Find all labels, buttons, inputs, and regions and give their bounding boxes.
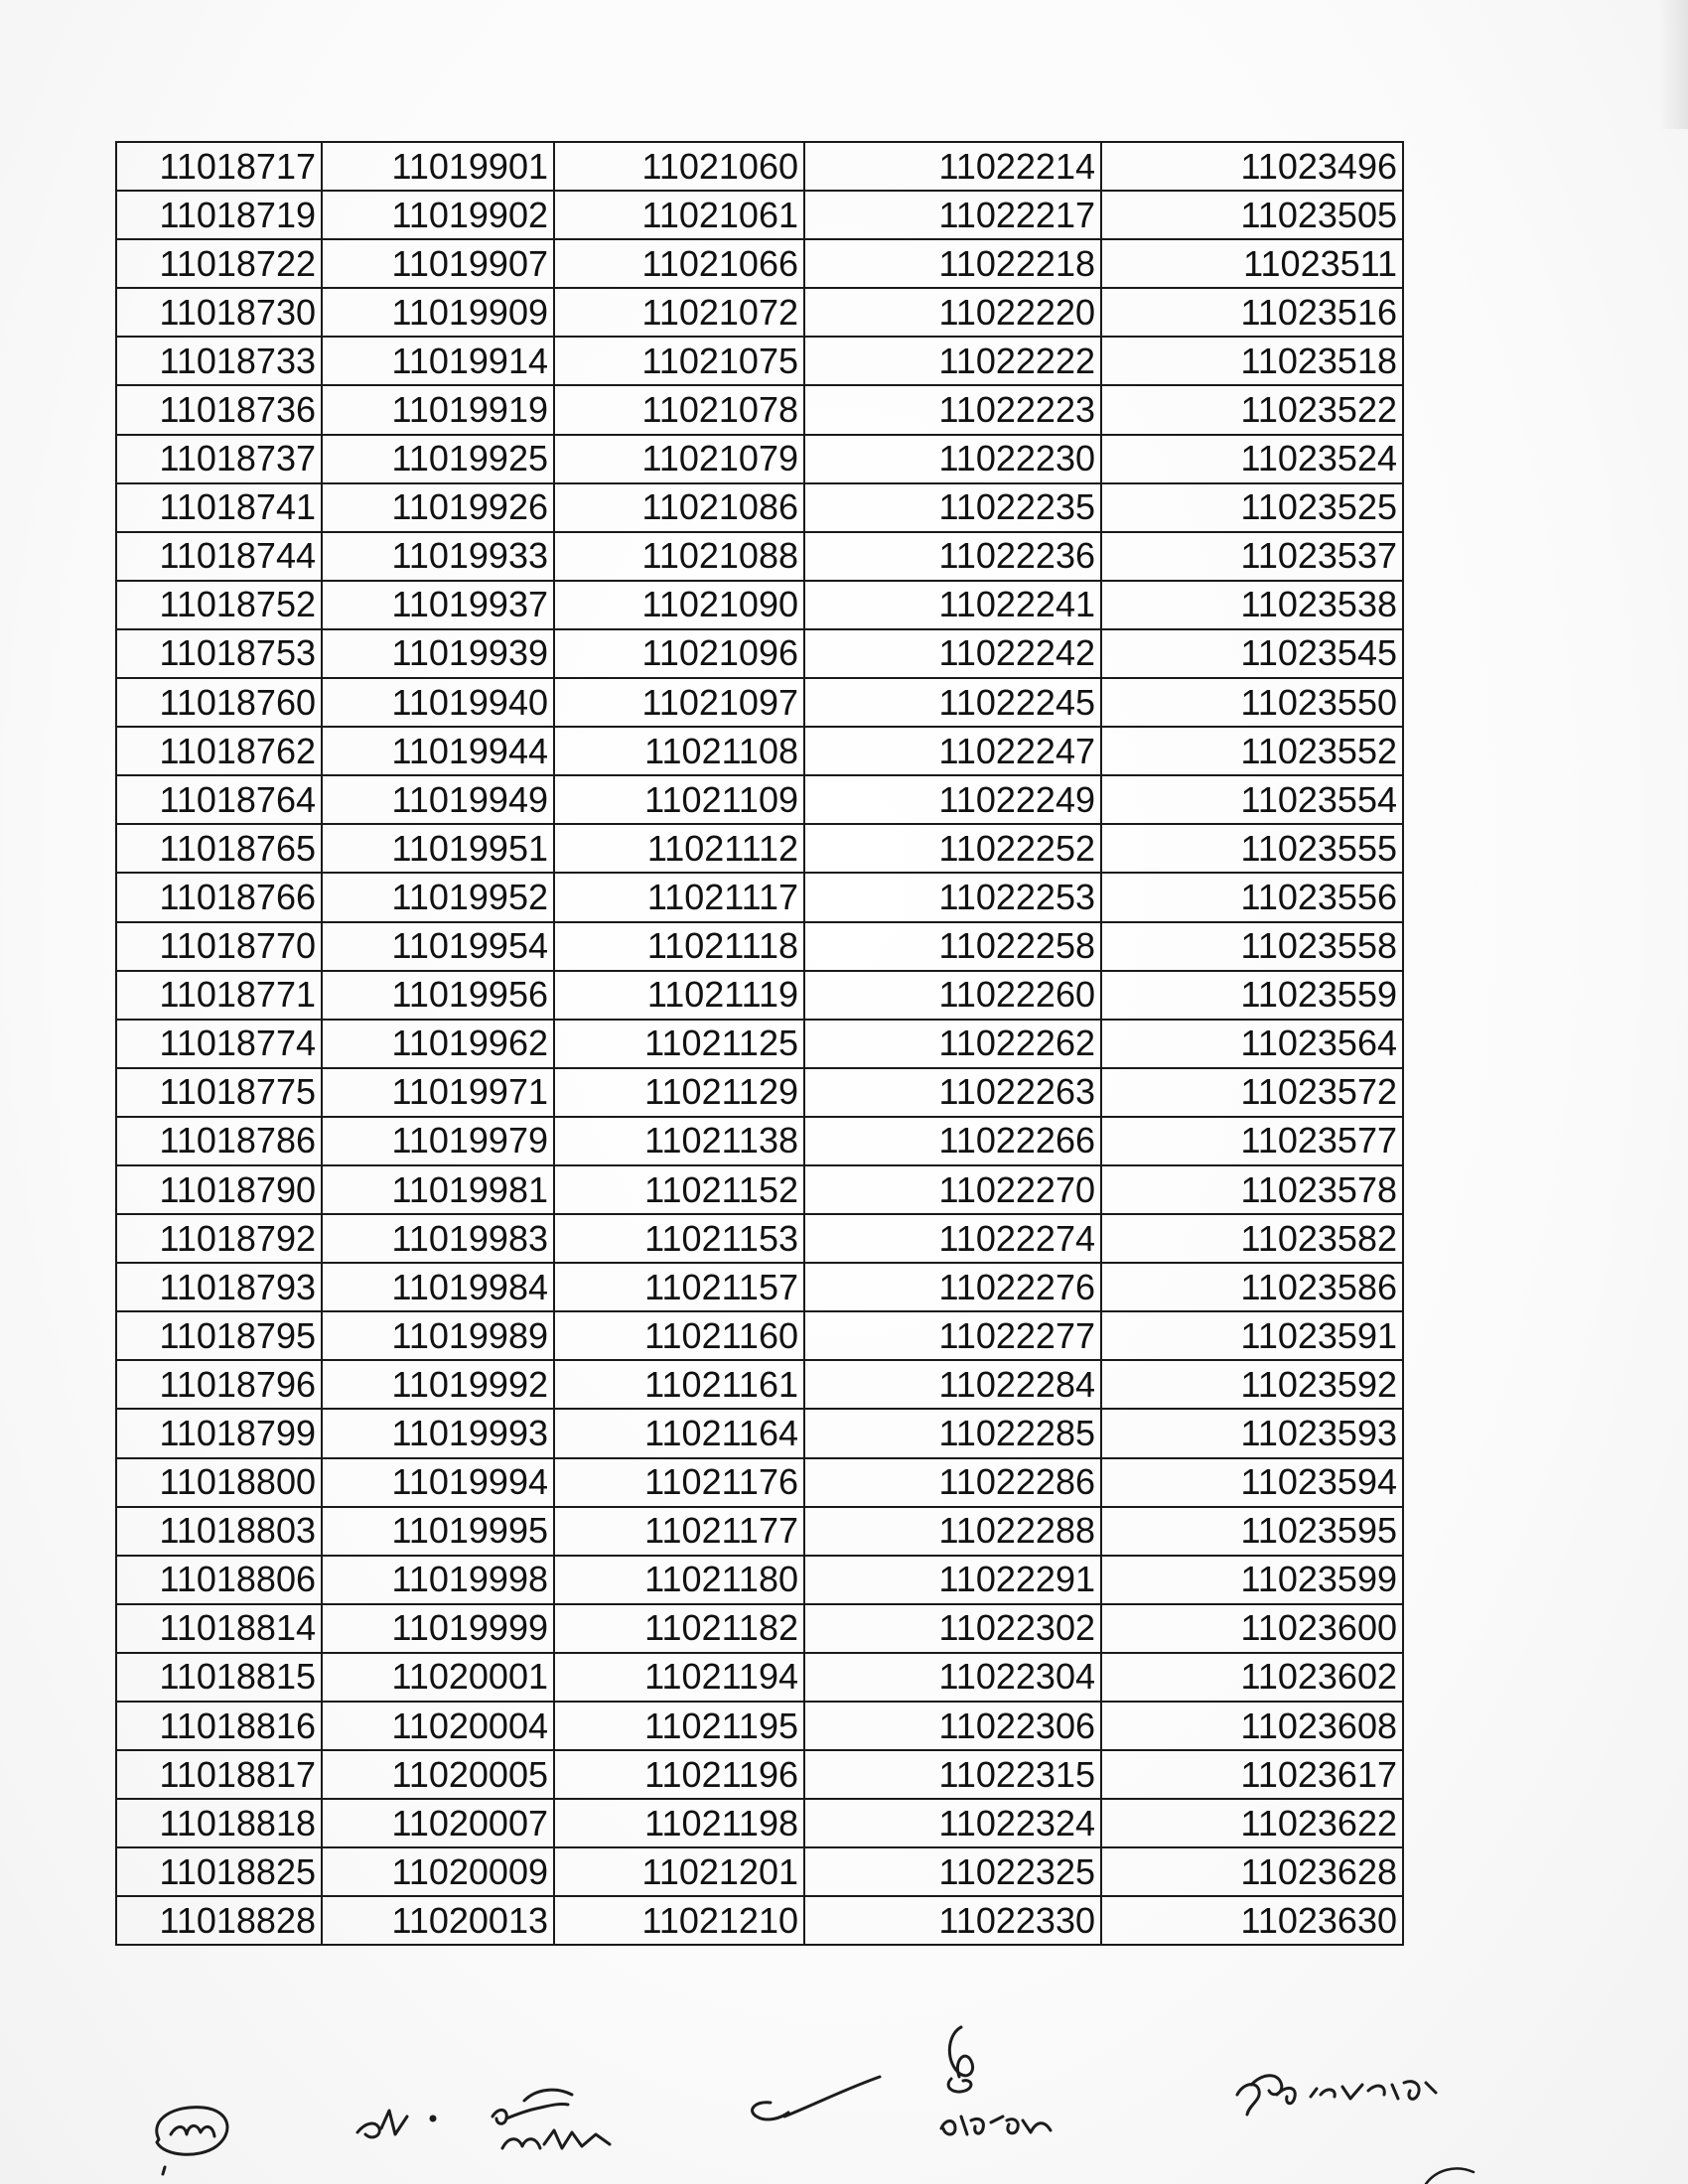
table-cell: 11022288: [804, 1507, 1101, 1556]
table-cell: 11022286: [804, 1458, 1101, 1507]
table-cell: 11023537: [1101, 532, 1403, 581]
table-cell: 11022285: [804, 1409, 1101, 1457]
table-row: [116, 581, 1403, 629]
table-cell: 11019901: [322, 142, 554, 191]
table-cell: 11023516: [1101, 288, 1403, 337]
table-row: [116, 1653, 1403, 1702]
signature-3: [492, 2090, 610, 2148]
table-cell: 11023617: [1101, 1750, 1403, 1799]
table-cell: 11019902: [322, 191, 554, 239]
table-cell: 11018817: [116, 1750, 322, 1799]
table-cell: 11022270: [804, 1165, 1101, 1214]
table-cell: 11018814: [116, 1604, 322, 1653]
table-cell: 11023524: [1101, 435, 1403, 483]
table-cell: 11021138: [554, 1117, 804, 1165]
table-cell: 11022230: [804, 435, 1101, 483]
table-cell: 11019993: [322, 1409, 554, 1457]
table-cell: 11018737: [116, 435, 322, 483]
table-cell: 11018770: [116, 922, 322, 971]
table-cell: 11021112: [554, 824, 804, 873]
table-cell: 11021061: [554, 191, 804, 239]
table-cell: 11019952: [322, 873, 554, 921]
table-cell: 11018744: [116, 532, 322, 581]
table-cell: 11018771: [116, 971, 322, 1020]
table-row: [116, 1750, 1403, 1799]
table-row: [116, 385, 1403, 434]
table-row: [116, 1263, 1403, 1311]
table-cell: 11022235: [804, 483, 1101, 532]
table-row: [116, 337, 1403, 385]
table-cell: 11023608: [1101, 1702, 1403, 1750]
table-cell: 11023586: [1101, 1263, 1403, 1311]
table-row: [116, 1409, 1403, 1457]
table-cell: 11018774: [116, 1020, 322, 1068]
table-cell: 11019944: [322, 727, 554, 775]
table-cell: 11019937: [322, 581, 554, 629]
table-cell: 11021075: [554, 337, 804, 385]
table-row: [116, 1556, 1403, 1604]
table-cell: 11023599: [1101, 1556, 1403, 1604]
table-cell: 11021160: [554, 1311, 804, 1360]
table-row: [116, 1702, 1403, 1750]
table-cell: 11019919: [322, 385, 554, 434]
table-cell: 11021153: [554, 1214, 804, 1263]
table-cell: 11018790: [116, 1165, 322, 1214]
table-cell: 11023628: [1101, 1847, 1403, 1896]
table-cell: 11023592: [1101, 1360, 1403, 1409]
table-cell: 11020013: [322, 1896, 554, 1945]
table-row: [116, 1896, 1403, 1945]
table-cell: 11022252: [804, 824, 1101, 873]
table-cell: 11023602: [1101, 1653, 1403, 1702]
table-cell: 11023558: [1101, 922, 1403, 971]
table-cell: 11022266: [804, 1117, 1101, 1165]
table-row: [116, 824, 1403, 873]
table-cell: 11021161: [554, 1360, 804, 1409]
table-cell: 11021196: [554, 1750, 804, 1799]
table-cell: 11021182: [554, 1604, 804, 1653]
table-cell: 11019981: [322, 1165, 554, 1214]
table-cell: 11018717: [116, 142, 322, 191]
table-cell: 11023511: [1101, 239, 1403, 288]
table-cell: 11022236: [804, 532, 1101, 581]
table-row: [116, 1360, 1403, 1409]
signature-5: [941, 2027, 1051, 2134]
table-cell: 11020007: [322, 1799, 554, 1847]
table-cell: 11022214: [804, 142, 1101, 191]
table-row: [116, 1847, 1403, 1896]
table-cell: 11023572: [1101, 1068, 1403, 1117]
table-row: [116, 873, 1403, 921]
table-cell: 11018792: [116, 1214, 322, 1263]
table-cell: 11021198: [554, 1799, 804, 1847]
table-cell: 11021194: [554, 1653, 804, 1702]
table-cell: 11019940: [322, 678, 554, 727]
table-cell: 11018795: [116, 1311, 322, 1360]
table-cell: 11023630: [1101, 1896, 1403, 1945]
table-cell: 11021177: [554, 1507, 804, 1556]
table-cell: 11022315: [804, 1750, 1101, 1799]
table-cell: 11019951: [322, 824, 554, 873]
table-cell: 11021086: [554, 483, 804, 532]
table-row: [116, 1020, 1403, 1068]
table-cell: 11021152: [554, 1165, 804, 1214]
table-cell: 11023577: [1101, 1117, 1403, 1165]
table-row: [116, 727, 1403, 775]
table-cell: 11021201: [554, 1847, 804, 1896]
table-cell: 11023556: [1101, 873, 1403, 921]
table-cell: 11018806: [116, 1556, 322, 1604]
signature-6: [1237, 2076, 1436, 2115]
table-cell: 11021066: [554, 239, 804, 288]
table-cell: 11023554: [1101, 775, 1403, 824]
table-cell: 11018799: [116, 1409, 322, 1457]
table-cell: 11018766: [116, 873, 322, 921]
table-cell: 11022262: [804, 1020, 1101, 1068]
table-cell: 11021109: [554, 775, 804, 824]
table-row: [116, 483, 1403, 532]
table-cell: 11022220: [804, 288, 1101, 337]
table-row: [116, 971, 1403, 1020]
table-cell: 11023545: [1101, 629, 1403, 678]
signature-row: [0, 2025, 1688, 2184]
table-cell: 11021108: [554, 727, 804, 775]
table-cell: 11023594: [1101, 1458, 1403, 1507]
table-cell: 11019907: [322, 239, 554, 288]
table-cell: 11023505: [1101, 191, 1403, 239]
table-cell: 11022324: [804, 1799, 1101, 1847]
table-cell: 11022249: [804, 775, 1101, 824]
table-cell: 11019992: [322, 1360, 554, 1409]
table-cell: 11021072: [554, 288, 804, 337]
table-cell: 11023550: [1101, 678, 1403, 727]
table-cell: 11019994: [322, 1458, 554, 1507]
table-row: [116, 629, 1403, 678]
table-row: [116, 1068, 1403, 1117]
table-cell: 11018764: [116, 775, 322, 824]
table-cell: 11023595: [1101, 1507, 1403, 1556]
table-cell: 11023522: [1101, 385, 1403, 434]
table-cell: 11021119: [554, 971, 804, 1020]
table-cell: 11019971: [322, 1068, 554, 1117]
table-cell: 11018828: [116, 1896, 322, 1945]
table-cell: 11019999: [322, 1604, 554, 1653]
table-cell: 11023552: [1101, 727, 1403, 775]
signature-2: [357, 2111, 435, 2137]
table-cell: 11023593: [1101, 1409, 1403, 1457]
table-cell: 11019989: [322, 1311, 554, 1360]
table-cell: 11018765: [116, 824, 322, 873]
table-row: [116, 775, 1403, 824]
table-cell: 11021060: [554, 142, 804, 191]
table-cell: 11020001: [322, 1653, 554, 1702]
table-cell: 11022260: [804, 971, 1101, 1020]
table-cell: 11020005: [322, 1750, 554, 1799]
table-cell: 11022247: [804, 727, 1101, 775]
table-cell: 11023518: [1101, 337, 1403, 385]
table-cell: 11022277: [804, 1311, 1101, 1360]
table-row: [116, 1311, 1403, 1360]
roll-number-table: [115, 141, 1404, 1946]
table-cell: 11021176: [554, 1458, 804, 1507]
table-cell: 11023538: [1101, 581, 1403, 629]
table-cell: 11021090: [554, 581, 804, 629]
table-cell: 11022217: [804, 191, 1101, 239]
table-row: [116, 1604, 1403, 1653]
table-cell: 11019926: [322, 483, 554, 532]
table-cell: 11018800: [116, 1458, 322, 1507]
table-cell: 11018730: [116, 288, 322, 337]
table-cell: 11022291: [804, 1556, 1101, 1604]
table-cell: 11022263: [804, 1068, 1101, 1117]
edge-mark: [1426, 2168, 1474, 2184]
table-cell: 11022258: [804, 922, 1101, 971]
table-row: [116, 678, 1403, 727]
table-cell: 11018762: [116, 727, 322, 775]
table-cell: 11018803: [116, 1507, 322, 1556]
table-cell: 11022222: [804, 337, 1101, 385]
table-cell: 11022304: [804, 1653, 1101, 1702]
table-cell: 11022306: [804, 1702, 1101, 1750]
table-row: [116, 532, 1403, 581]
table-cell: 11018818: [116, 1799, 322, 1847]
table-cell: 11018816: [116, 1702, 322, 1750]
table-cell: 11021097: [554, 678, 804, 727]
table-cell: 11021180: [554, 1556, 804, 1604]
table-cell: 11023582: [1101, 1214, 1403, 1263]
table-cell: 11019909: [322, 288, 554, 337]
table-cell: 11023559: [1101, 971, 1403, 1020]
table-cell: 11023591: [1101, 1311, 1403, 1360]
table-cell: 11018752: [116, 581, 322, 629]
table-cell: 11021164: [554, 1409, 804, 1457]
table-cell: 11023578: [1101, 1165, 1403, 1214]
table-cell: 11018796: [116, 1360, 322, 1409]
table-cell: 11021088: [554, 532, 804, 581]
table-cell: 11019949: [322, 775, 554, 824]
table-cell: 11022274: [804, 1214, 1101, 1263]
table-cell: 11021118: [554, 922, 804, 971]
table-cell: 11022284: [804, 1360, 1101, 1409]
table-cell: 11023555: [1101, 824, 1403, 873]
table-cell: 11022241: [804, 581, 1101, 629]
table-cell: 11018736: [116, 385, 322, 434]
table-cell: 11021079: [554, 435, 804, 483]
table-cell: 11023496: [1101, 142, 1403, 191]
table-cell: 11022253: [804, 873, 1101, 921]
table-cell: 11018815: [116, 1653, 322, 1702]
table-row: [116, 239, 1403, 288]
table-cell: 11023525: [1101, 483, 1403, 532]
table-cell: 11022302: [804, 1604, 1101, 1653]
table-cell: 11019925: [322, 435, 554, 483]
table-cell: 11018775: [116, 1068, 322, 1117]
table-row: [116, 922, 1403, 971]
table-cell: 11018722: [116, 239, 322, 288]
table-cell: 11018793: [116, 1263, 322, 1311]
table-cell: 11018753: [116, 629, 322, 678]
table-cell: 11019998: [322, 1556, 554, 1604]
table-cell: 11023564: [1101, 1020, 1403, 1068]
table-row: [116, 1117, 1403, 1165]
table-cell: 11021157: [554, 1263, 804, 1311]
table-cell: 11021129: [554, 1068, 804, 1117]
table-cell: 11019933: [322, 532, 554, 581]
table-cell: 11019962: [322, 1020, 554, 1068]
table-row: [116, 1799, 1403, 1847]
signature-4: [753, 2077, 880, 2119]
table-cell: 11021096: [554, 629, 804, 678]
table-cell: 11022276: [804, 1263, 1101, 1311]
table-row: [116, 288, 1403, 337]
table-cell: 11018825: [116, 1847, 322, 1896]
table-cell: 11022325: [804, 1847, 1101, 1896]
table-cell: 11023600: [1101, 1604, 1403, 1653]
table-cell: 11019954: [322, 922, 554, 971]
table-cell: 11018733: [116, 337, 322, 385]
table-cell: 11018719: [116, 191, 322, 239]
table-cell: 11022223: [804, 385, 1101, 434]
table-cell: 11021210: [554, 1896, 804, 1945]
scan-edge-shadow: [1658, 0, 1688, 129]
table-cell: 11020004: [322, 1702, 554, 1750]
signatures-drawing: [0, 2025, 1688, 2184]
table-cell: 11021117: [554, 873, 804, 921]
table-cell: 11018741: [116, 483, 322, 532]
roll-number-table-body: [116, 142, 1403, 1945]
table-row: [116, 1165, 1403, 1214]
table-cell: 11022242: [804, 629, 1101, 678]
table-cell: 11022330: [804, 1896, 1101, 1945]
table-row: [116, 1214, 1403, 1263]
table-cell: 11022245: [804, 678, 1101, 727]
table-cell: 11019995: [322, 1507, 554, 1556]
table-row: [116, 191, 1403, 239]
table-row: [116, 1458, 1403, 1507]
table-cell: 11019984: [322, 1263, 554, 1311]
table-cell: 11019983: [322, 1214, 554, 1263]
table-row: [116, 435, 1403, 483]
table-cell: 11023622: [1101, 1799, 1403, 1847]
table-cell: 11019939: [322, 629, 554, 678]
table-cell: 11020009: [322, 1847, 554, 1896]
table-cell: 11019956: [322, 971, 554, 1020]
table-cell: 11018786: [116, 1117, 322, 1165]
table-cell: 11019914: [322, 337, 554, 385]
table-cell: 11022218: [804, 239, 1101, 288]
table-row: [116, 142, 1403, 191]
table-cell: 11019979: [322, 1117, 554, 1165]
table-cell: 11018760: [116, 678, 322, 727]
table-cell: 11021125: [554, 1020, 804, 1068]
signature-1: [157, 2108, 227, 2174]
table-row: [116, 1507, 1403, 1556]
table-cell: 11021078: [554, 385, 804, 434]
table-cell: 11021195: [554, 1702, 804, 1750]
